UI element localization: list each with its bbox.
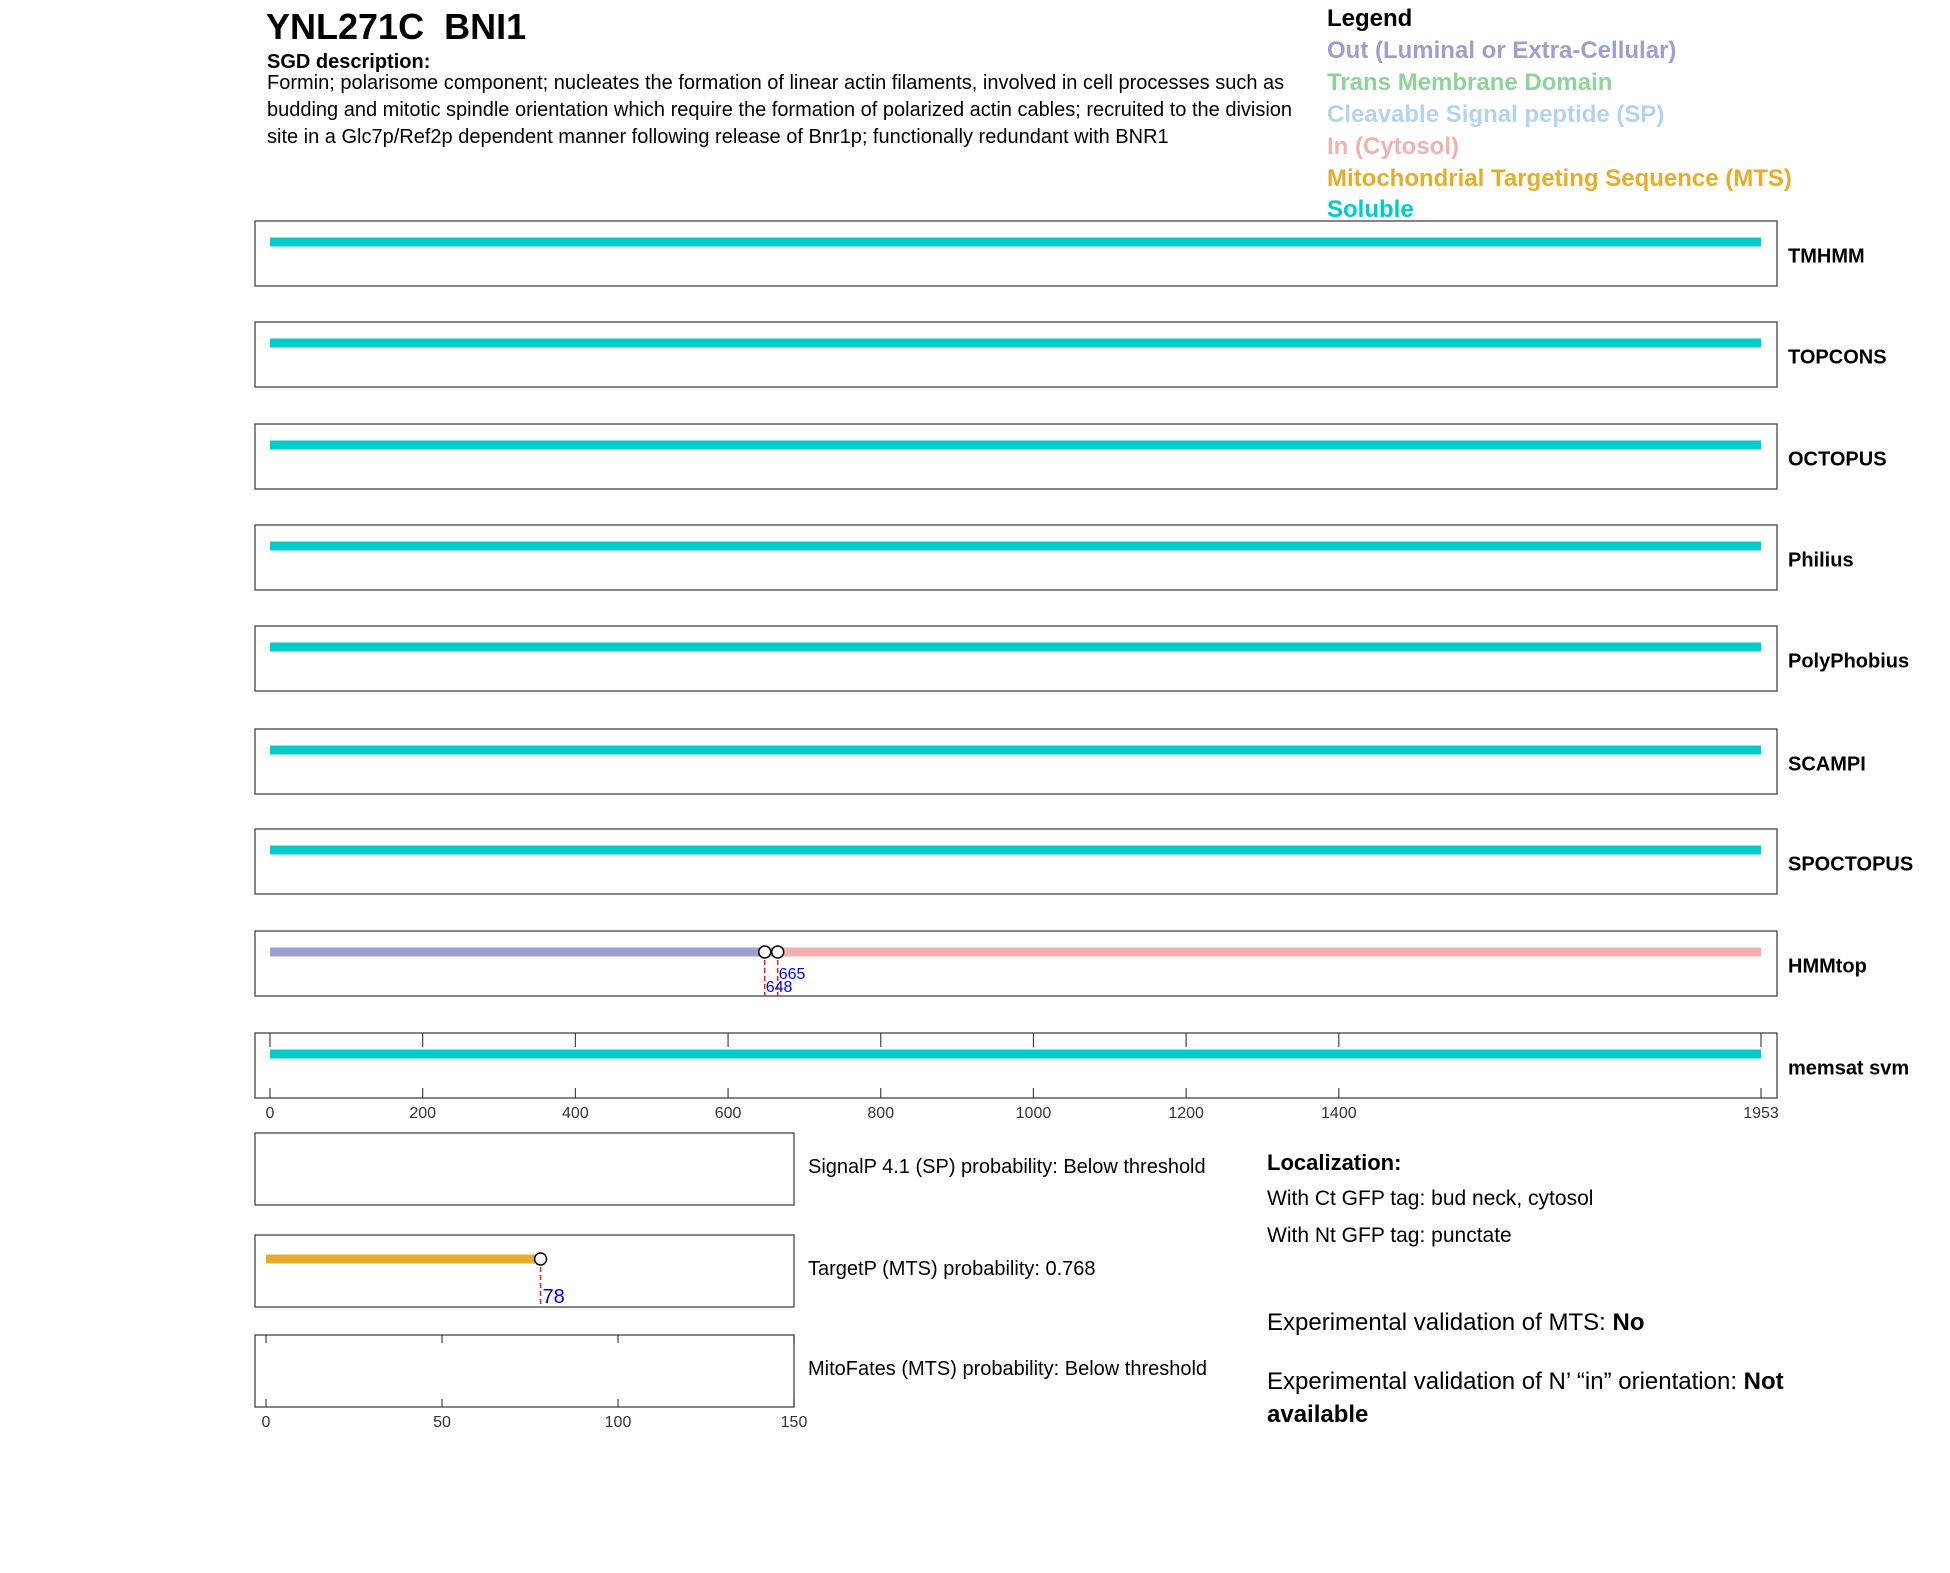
small-track-box-signalp <box>255 1133 794 1205</box>
legend-item-out: Out (Luminal or Extra-Cellular) <box>1327 37 1677 64</box>
x-tick-label-600: 600 <box>714 1105 742 1122</box>
marker-label-hmmtop-648: 648 <box>765 979 793 996</box>
small-x-tick-label-150: 150 <box>780 1414 808 1431</box>
small-marker-dot-targetp-0 <box>535 1253 547 1265</box>
track-box-polyphobius <box>255 626 1777 691</box>
localization-heading: Localization: <box>1267 1150 1402 1175</box>
marker-dot-hmmtop-0 <box>759 946 771 958</box>
small-marker-label-targetp-0: 78 <box>542 1286 565 1308</box>
small-track-box-mitofates <box>255 1335 794 1407</box>
small-track-caption-targetp: TargetP (MTS) probability: 0.768 <box>808 1258 1096 1280</box>
marker-label-hmmtop-665: 665 <box>778 966 806 983</box>
gene-id: YNL271C <box>266 6 425 47</box>
mts-validation <box>1267 1309 1644 1337</box>
track-box-memsat-svm <box>255 1033 1777 1098</box>
legend-item-sp: Cleavable Signal peptide (SP) <box>1327 101 1665 128</box>
track-box-octopus <box>255 424 1777 489</box>
track-box-tmhmm <box>255 221 1777 286</box>
mts-validation-value: No <box>1612 1309 1645 1336</box>
x-tick-label-1953: 1953 <box>1743 1105 1779 1122</box>
localization-nt-gfp: With Nt GFP tag: punctate <box>1267 1224 1512 1247</box>
small-x-tick-label-50: 50 <box>433 1414 451 1431</box>
small-x-tick-label-100: 100 <box>604 1414 632 1431</box>
legend-title: Legend <box>1327 5 1413 32</box>
localization-ct-gfp: With Ct GFP tag: bud neck, cytosol <box>1267 1187 1594 1210</box>
mts-validation-label: Experimental validation of MTS: <box>1267 1309 1613 1336</box>
small-x-tick-label-0: 0 <box>261 1414 271 1431</box>
track-label-hmmtop: HMMtop <box>1788 955 1867 978</box>
x-tick-label-0: 0 <box>265 1105 275 1122</box>
track-box-spoctopus <box>255 829 1777 894</box>
x-tick-label-1200: 1200 <box>1168 1105 1204 1122</box>
track-label-philius: Philius <box>1788 549 1854 572</box>
track-box-topcons <box>255 322 1777 387</box>
track-box-hmmtop <box>255 931 1777 996</box>
legend-item-soluble: Soluble <box>1327 196 1414 223</box>
x-tick-label-1000: 1000 <box>1015 1105 1052 1122</box>
orientation-validation-value-1: Not <box>1743 1368 1784 1395</box>
track-box-scampi <box>255 729 1777 794</box>
track-label-spoctopus: SPOCTOPUS <box>1788 853 1914 876</box>
track-label-memsat-svm: memsat svm <box>1788 1057 1910 1080</box>
track-label-tmhmm: TMHMM <box>1788 245 1865 268</box>
orientation-validation-label: Experimental validation of N’ “in” orientation: <box>1267 1368 1744 1395</box>
orientation-validation-value-2: available <box>1267 1401 1369 1428</box>
legend-item-tm: Trans Membrane Domain <box>1327 69 1613 96</box>
marker-dot-hmmtop-1 <box>772 946 784 958</box>
x-tick-label-800: 800 <box>867 1105 895 1122</box>
track-label-polyphobius: PolyPhobius <box>1788 650 1910 673</box>
x-tick-label-1400: 1400 <box>1321 1105 1357 1122</box>
track-box-philius <box>255 525 1777 590</box>
sgd-description-heading: SGD description: <box>267 51 431 73</box>
gene-name: BNI1 <box>444 6 527 47</box>
orientation-validation <box>1267 1368 1784 1396</box>
track-label-topcons: TOPCONS <box>1788 346 1887 369</box>
legend-item-in: In (Cytosol) <box>1327 133 1459 160</box>
sgd-description-text: Formin; polarisome component; nucleates the formation of linear actin filaments, involved in cell processes such as budding and mitotic spindle orientation which require the formation of polarized actin cables; recruited to the division site in a Glc7p/Ref2p dependent manner following release of Bnr1p; functionally redundant with BNR1 <box>267 72 1293 148</box>
track-label-scampi: SCAMPI <box>1788 753 1866 776</box>
legend-item-mts: Mitochondrial Targeting Sequence (MTS) <box>1327 165 1792 192</box>
small-track-caption-signalp: SignalP 4.1 (SP) probability: Below threshold <box>808 1156 1206 1178</box>
small-track-box-targetp <box>255 1235 794 1307</box>
x-tick-label-200: 200 <box>409 1105 437 1122</box>
small-track-caption-mitofates: MitoFates (MTS) probability: Below threshold <box>808 1358 1208 1380</box>
x-tick-label-400: 400 <box>562 1105 589 1122</box>
track-label-octopus: OCTOPUS <box>1788 448 1887 471</box>
